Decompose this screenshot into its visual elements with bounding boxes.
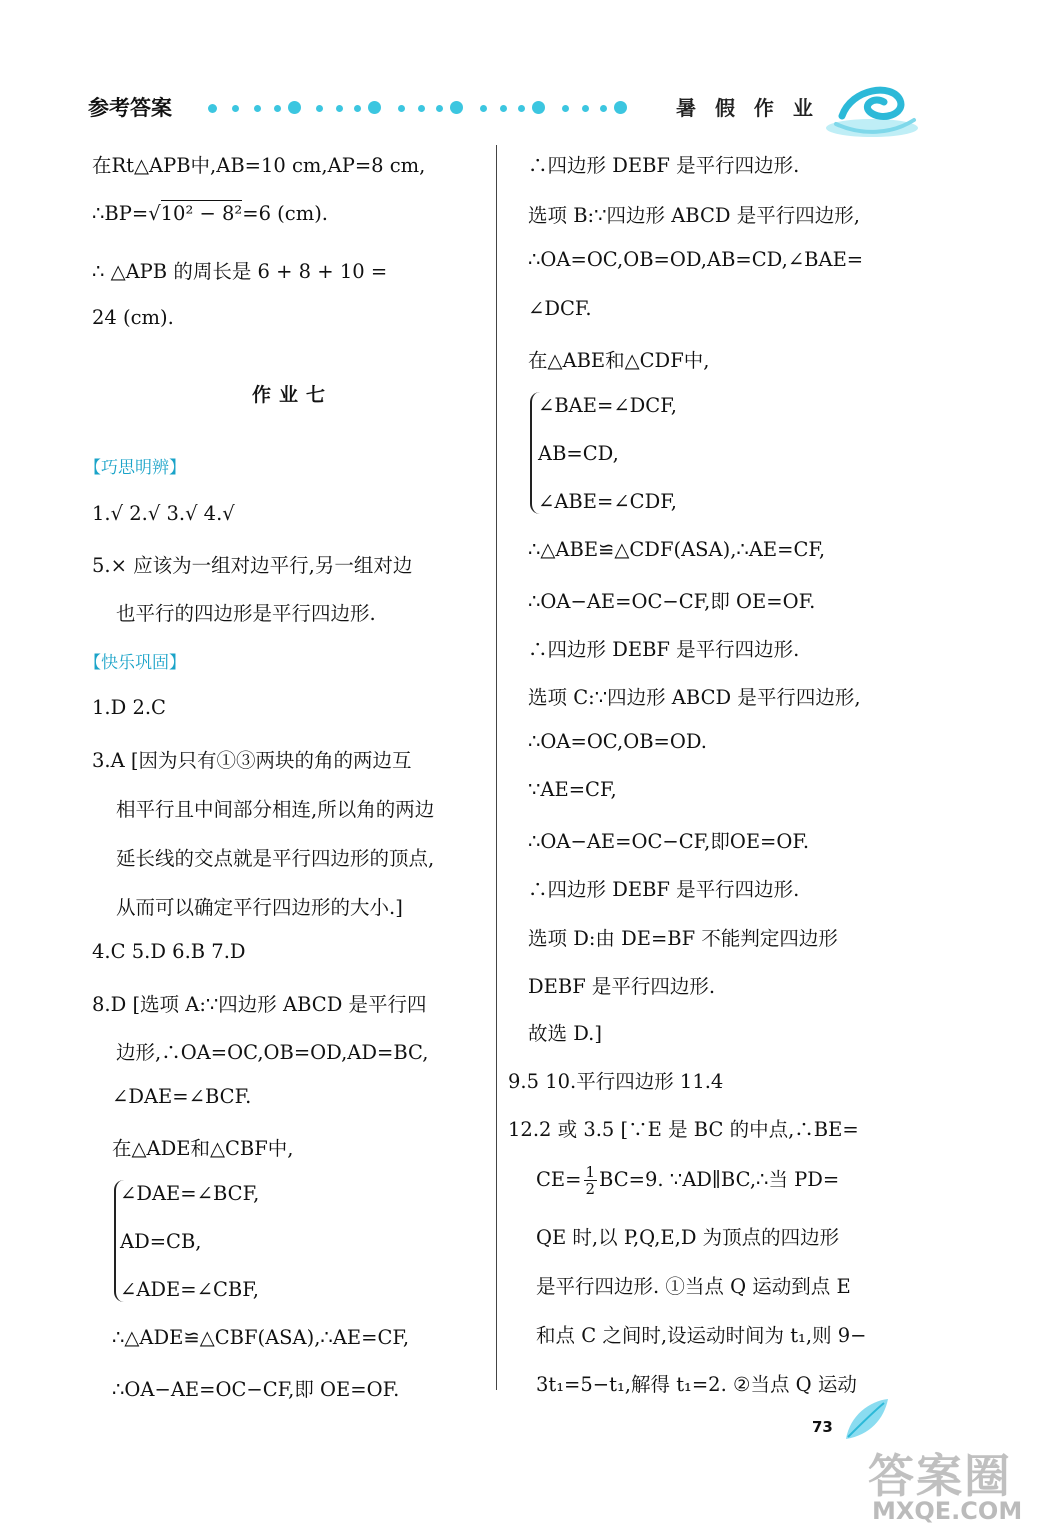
- text-line: 和点 C 之间时,设运动时间为 t₁,则 9−: [536, 1324, 867, 1347]
- watermark-url: MXQE.COM: [872, 1497, 1023, 1525]
- text-line: 在Rt△APB中,AB=10 cm,AP=8 cm,: [92, 154, 426, 177]
- text-line: ∴△ADE≌△CBF(ASA),∴AE=CF,: [112, 1326, 410, 1349]
- section-tag: 【巧思明辨】: [84, 458, 186, 478]
- text-line: 3t₁=5−t₁,解得 t₁=2. ②当点 Q 运动: [536, 1373, 857, 1396]
- text-line: AB=CD,: [538, 442, 619, 465]
- text-line: ∴四边形 DEBF 是平行四边形.: [528, 154, 800, 177]
- text-line: 从而可以确定平行四边形的大小.]: [116, 896, 403, 919]
- radicand: 10² − 8²: [160, 202, 243, 225]
- text-line: 是平行四边形. ①当点 Q 运动到点 E: [536, 1275, 851, 1298]
- sqrt-icon: √: [148, 202, 161, 225]
- text-line: 3.A [因为只有①③两块的角的两边互: [92, 749, 412, 772]
- page-header: [0, 0, 1049, 150]
- text-line: 选项 D:由 DE=BF 不能判定四边形: [528, 927, 838, 950]
- text-line: ∠DCF.: [528, 297, 592, 320]
- text-line: ∠DAE=∠BCF.: [112, 1085, 252, 1108]
- text-line: 选项 C:∵四边形 ABCD 是平行四边形,: [528, 686, 861, 709]
- text-line: 1.√ 2.√ 3.√ 4.√: [92, 502, 235, 525]
- decorative-dots: [208, 100, 638, 116]
- watermark-logo: 答案圈: [868, 1449, 1012, 1503]
- text-line: 1.D 2.C: [92, 696, 166, 719]
- leaf-icon: [840, 1395, 892, 1445]
- text-line: 8.D [选项 A:∵四边形 ABCD 是平行四: [92, 993, 427, 1016]
- text-line: ∴四边形 DEBF 是平行四边形.: [528, 878, 800, 901]
- text-line: ∴OA−AE=OC−CF,即 OE=OF.: [528, 590, 816, 613]
- text-line: 5.× 应该为一组对边平行,另一组对边: [92, 554, 413, 577]
- text-line: ∠BAE=∠DCF,: [538, 394, 677, 417]
- text-line: ∴△ABE≌△CDF(ASA),∴AE=CF,: [528, 538, 826, 561]
- text-line: ∠ABE=∠CDF,: [538, 490, 677, 513]
- column-divider: [496, 145, 497, 1390]
- text-line: 也平行的四边形是平行四边形.: [116, 602, 376, 625]
- text-fragment: CE=: [536, 1168, 582, 1191]
- text-line: QE 时,以 P,Q,E,D 为顶点的四边形: [536, 1226, 840, 1249]
- text-line: 边形,∴OA=OC,OB=OD,AD=BC,: [116, 1041, 429, 1064]
- text-line: 在△ABE和△CDF中,: [528, 349, 710, 372]
- text-line: ∵AE=CF,: [528, 778, 617, 801]
- text-line: ∴ △APB 的周长是 6 + 8 + 10 =: [92, 260, 388, 283]
- text-line: 4.C 5.D 6.B 7.D: [92, 940, 246, 963]
- section-tag: 【快乐巩固】: [84, 653, 186, 673]
- text-line: AD=CB,: [120, 1230, 202, 1253]
- text-line: ∴OA=OC,OB=OD,AB=CD,∠BAE=: [528, 248, 864, 271]
- text-line: 相平行且中间部分相连,所以角的两边: [116, 798, 435, 821]
- text-line: ∴四边形 DEBF 是平行四边形.: [528, 638, 800, 661]
- text-fragment: =6 (cm).: [242, 202, 329, 225]
- text-fragment: ∴BP=: [92, 202, 149, 225]
- text-line: 选项 B:∵四边形 ABCD 是平行四边形,: [528, 204, 860, 227]
- swirl-logo-icon: [822, 78, 922, 140]
- header-title: 参考答案: [88, 96, 172, 120]
- text-line: [536, 1164, 839, 1197]
- text-line: ∠DAE=∠BCF,: [120, 1182, 260, 1205]
- page-number: 73: [812, 1418, 833, 1436]
- text-line: 故选 D.]: [528, 1022, 602, 1045]
- brand-title: 暑 假 作 业: [676, 96, 819, 120]
- text-line: 在△ADE和△CBF中,: [112, 1137, 294, 1160]
- text-fragment: BC=9. ∵AD∥BC,∴当 PD=: [599, 1168, 840, 1191]
- text-line: 12.2 或 3.5 [∵E 是 BC 的中点,∴BE=: [508, 1118, 859, 1141]
- section-title: 作业七: [252, 384, 334, 406]
- fraction-numerator: 1: [585, 1163, 596, 1181]
- text-line: 24 (cm).: [92, 306, 174, 329]
- text-line: 9.5 10.平行四边形 11.4: [508, 1070, 724, 1093]
- fraction: [584, 1164, 598, 1197]
- text-line: 延长线的交点就是平行四边形的顶点,: [116, 847, 435, 870]
- text-line: ∠ADE=∠CBF,: [120, 1278, 259, 1301]
- text-line: DEBF 是平行四边形.: [528, 975, 716, 998]
- text-line: [92, 202, 328, 225]
- text-line: ∴OA−AE=OC−CF,即OE=OF.: [528, 830, 810, 853]
- text-line: ∴OA−AE=OC−CF,即 OE=OF.: [112, 1378, 400, 1401]
- text-line: ∴OA=OC,OB=OD.: [528, 730, 708, 753]
- fraction-denominator: 2: [585, 1180, 596, 1198]
